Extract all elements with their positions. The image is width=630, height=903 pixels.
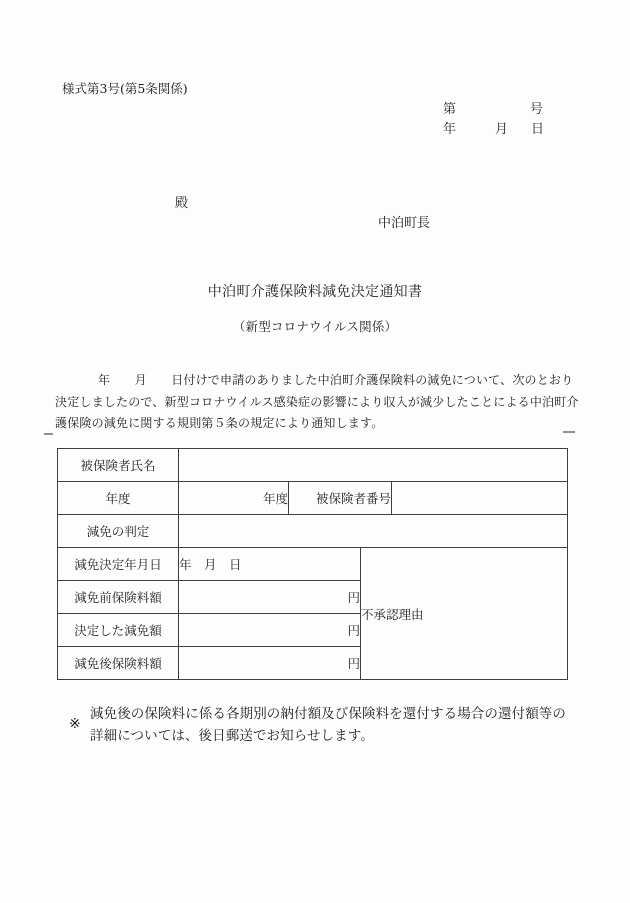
fiscal-year-value-cell: 年度 xyxy=(179,482,289,515)
table-row xyxy=(58,515,568,548)
form-number: 様式第3号(第5条関係) xyxy=(62,81,188,96)
table-row xyxy=(58,548,568,581)
center-fold-mark-left xyxy=(44,433,53,435)
decision-date-label: 減免決定年月日 xyxy=(58,548,179,581)
judgement-label: 減免の判定 xyxy=(58,515,179,548)
before-amount-label: 減免前保険料額 xyxy=(58,581,179,614)
document-title: 中泊町介護保険料減免決定通知書 xyxy=(207,284,423,300)
issue-date-month-label: 月 xyxy=(495,122,509,137)
table-row xyxy=(58,449,568,482)
body-line-2: 決定しましたので、新型コロナウイルス感染症の影響により収入が減少したことによる中泊町介 xyxy=(55,394,579,409)
sender-title: 中泊町長 xyxy=(378,216,431,231)
decision-table xyxy=(57,448,568,680)
before-amount-value-cell: 円 xyxy=(179,581,361,614)
note-line-2: 詳細については、後日郵送でお知らせします。 xyxy=(90,728,374,744)
fiscal-year-label: 年度 xyxy=(58,482,179,515)
insured-name-label: 被保険者氏名 xyxy=(58,449,179,482)
issue-date-year-label: 年 xyxy=(443,122,457,137)
issue-number-suffix: 号 xyxy=(530,102,544,117)
table-row xyxy=(58,482,568,515)
judgement-value-cell xyxy=(179,515,568,548)
body-line-3: 護保険の減免に関する規則第５条の規定により通知します。 xyxy=(55,416,384,431)
center-fold-mark-right xyxy=(563,431,575,433)
decided-amount-label: 決定した減免額 xyxy=(58,614,179,647)
rejection-reason-cell: 不承認理由 xyxy=(361,548,568,680)
insured-number-value-cell xyxy=(392,482,568,515)
after-amount-value-cell: 円 xyxy=(179,647,361,680)
issue-date-day-label: 日 xyxy=(531,122,545,137)
decision-date-value-cell: 年 月 日 xyxy=(179,548,361,581)
note-marker: ※ xyxy=(69,716,81,732)
footer-note xyxy=(90,703,574,747)
recipient-honorific: 殿 xyxy=(175,196,189,211)
issue-number-prefix: 第 xyxy=(443,102,457,117)
body-paragraph xyxy=(55,370,579,435)
note-line-1: 減免後の保険料に係る各期別の納付額及び保険料を還付する場合の還付額等の xyxy=(90,706,566,722)
insured-name-value-cell xyxy=(179,449,568,482)
decided-amount-value-cell: 円 xyxy=(179,614,361,647)
body-line-1: 年 月 日付けで申請のありました中泊町介護保険料の減免について、次のとおり xyxy=(98,373,574,387)
insured-number-label: 被保険者番号 xyxy=(289,482,392,515)
document-subtitle: （新型コロナウイルス関係） xyxy=(232,319,398,334)
after-amount-label: 減免後保険料額 xyxy=(58,647,179,680)
